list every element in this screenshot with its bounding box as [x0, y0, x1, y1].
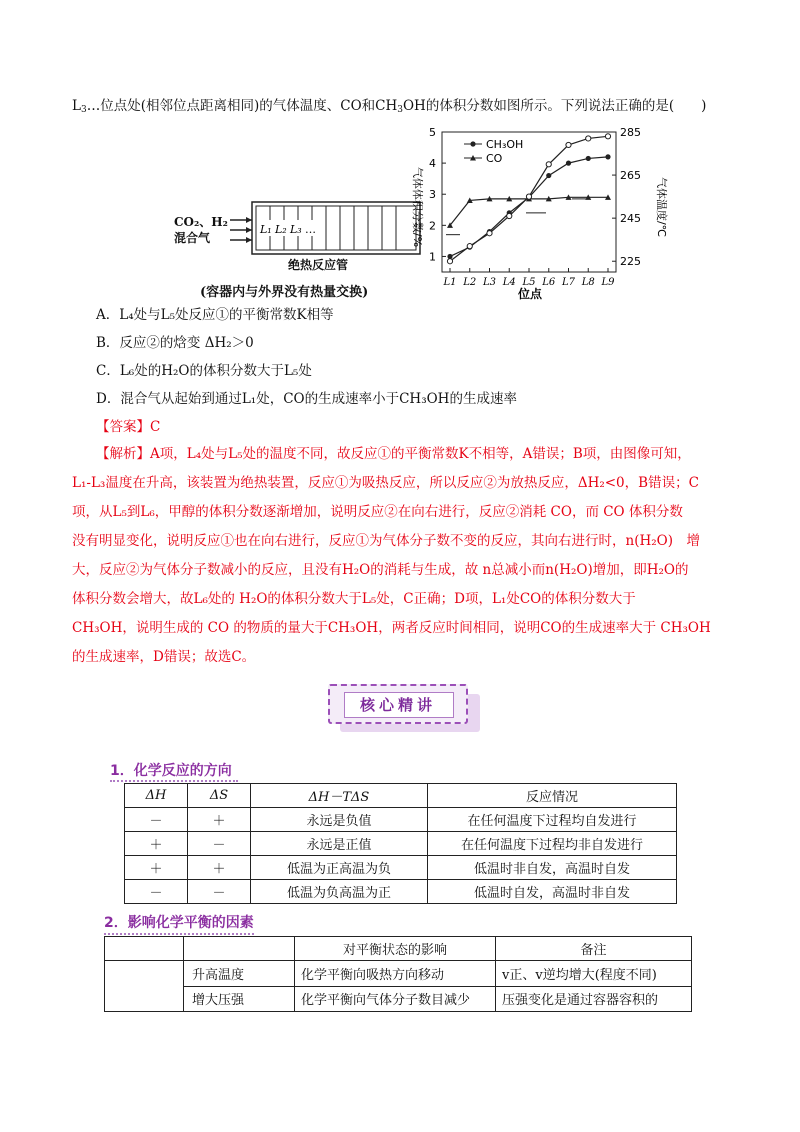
table-row: [125, 808, 677, 832]
table-row: [125, 856, 677, 880]
table-cell: ＋: [188, 808, 251, 832]
analysis-line-5: 体积分数会增大，故L₆处的 H₂O的体积分数大于L₅处，C正确；D项，L₁处CO的体积分数大于: [72, 591, 636, 607]
analysis-line-0: [96, 444, 691, 464]
x-tick-label: L7: [561, 277, 576, 288]
table-cell: －: [125, 880, 188, 904]
y-tick-label-left: 2: [429, 219, 436, 233]
option-a-letter: A．: [96, 307, 120, 323]
analysis-line-7: 的生成速率，D错误；故选C。: [72, 649, 256, 665]
table-row: [125, 832, 677, 856]
table-cell: 升高温度: [184, 961, 295, 987]
table-cell: 压强变化是通过容器容积的: [496, 986, 692, 1012]
option-c: [96, 361, 312, 381]
answer: [96, 417, 160, 437]
data-point: [507, 213, 512, 218]
header-effect: 对平衡状态的影响: [295, 937, 496, 961]
section-banner: [328, 684, 478, 730]
intro-text2: OH的体积分数如图所示。下列说法正确的是( ): [402, 98, 707, 114]
intro-sub2: 3: [397, 105, 403, 115]
y-axis-label-left: 气体体积分数/%: [411, 166, 424, 248]
data-point: [467, 244, 472, 249]
table-cell: v正、v逆均增大(程度不同): [496, 961, 692, 987]
intro-text: …位点处(相邻位点距离相同)的气体温度、CO和CH: [86, 98, 398, 114]
analysis-line-2: 项，从L₅到L₆，甲醇的体积分数逐渐增加，说明反应②在向右进行，反应②消耗 CO，而 CO 体积分数: [72, 504, 683, 520]
inlet-label-line2: 混合气: [174, 231, 211, 245]
data-point: [566, 142, 571, 147]
option-b-letter: B．: [96, 335, 120, 351]
analysis-label: 【解析】: [96, 446, 150, 462]
table-cell: ＋: [125, 832, 188, 856]
series-line: [450, 157, 608, 257]
table-cell: 低温为负高温为正: [251, 880, 428, 904]
x-tick-label: L9: [601, 277, 615, 288]
option-a-text: L₄处与L₅处反应①的平衡常数K相等: [119, 307, 334, 323]
y-tick-label-left: 3: [429, 188, 436, 202]
x-tick-label: L2: [463, 277, 477, 288]
direction-table: [124, 783, 677, 904]
data-point: [586, 136, 591, 141]
table-row: [105, 986, 692, 1012]
option-d: [96, 389, 517, 409]
table-cell: ＋: [188, 856, 251, 880]
tube-label-3: L₃: [290, 223, 302, 236]
y-tick-label-right: 245: [620, 212, 641, 226]
y-tick-label-right: 265: [620, 169, 641, 183]
analysis-line-1: L₁-L₃温度在升高，该装置为绝热装置，反应①为吸热反应，所以反应②为放热反应，ΔH₂<0，B错误；C: [72, 475, 699, 491]
line-chart: [394, 122, 684, 302]
tube-label-2: L₂: [275, 223, 287, 236]
data-point: [487, 231, 492, 236]
header-situation: 反应情况: [428, 784, 677, 808]
banner-title: 核心精讲: [359, 696, 436, 714]
data-point: [566, 161, 571, 166]
data-point: [447, 259, 452, 264]
analysis-line-3: 没有明显变化，说明反应①也在向右进行，反应①为气体分子数不变的反应，其向右进行时，n(H₂O) 增: [72, 533, 700, 549]
x-tick-label: L1: [443, 277, 457, 288]
data-point: [605, 134, 610, 139]
intro-sub: 3: [80, 105, 87, 115]
header-blank-2: [184, 937, 295, 961]
inlet-label-line1: CO₂、H₂: [174, 215, 228, 229]
table-header-row: [125, 784, 677, 808]
data-point: [526, 194, 531, 199]
table-cell: 低温时非自发，高温时自发: [428, 856, 677, 880]
table-cell: －: [188, 880, 251, 904]
table-cell: 化学平衡向气体分子数目减少: [295, 986, 496, 1012]
data-point: [586, 156, 591, 161]
data-point: [546, 173, 551, 178]
table-cell: －: [188, 832, 251, 856]
equilibrium-table: [104, 936, 692, 1012]
x-tick-label: L8: [581, 277, 595, 288]
analysis-line-4: 大，反应②为气体分子数减小的反应，且没有H₂O的消耗与生成，故 n总减小而n(H₂O)增加，即H₂O的: [72, 562, 689, 578]
section1-title: 1．化学反应的方向: [110, 763, 232, 779]
data-point: [605, 154, 610, 159]
tube-caption: 绝热反应管: [288, 258, 349, 272]
inlet-label: [174, 214, 228, 246]
legend-marker: [470, 141, 475, 146]
option-c-text: L₆处的H₂O的体积分数大于L₅处: [119, 363, 312, 379]
x-tick-label: L6: [542, 277, 556, 288]
table-cell: 永远是负值: [251, 808, 428, 832]
option-c-letter: C．: [96, 363, 120, 379]
header-note: 备注: [496, 937, 692, 961]
option-b-text: 反应②的焓变 ΔH₂＞0: [119, 335, 254, 351]
table-header-row: [105, 937, 692, 961]
data-point: [546, 162, 551, 167]
table-cell: 低温时自发，高温时非自发: [428, 880, 677, 904]
table-cell: 增大压强: [184, 986, 295, 1012]
table-row: [105, 961, 692, 987]
analysis-line-6: CH₃OH，说明生成的 CO 的物质的量大于CH₃OH，两者反应时间相同，说明CO的生成速率大于 CH₃OH: [72, 620, 711, 636]
table-cell: 化学平衡向吸热方向移动: [295, 961, 496, 987]
header-dh: ΔH: [125, 784, 188, 808]
y-axis-label-right: 气体温度/℃: [655, 176, 668, 238]
analysis-text-0: A项，L₄处与L₅处的温度不同，故反应①的平衡常数K不相等，A错误；B项，由图像可知，: [150, 446, 691, 462]
header-ds: ΔS: [188, 784, 251, 808]
header-blank-1: [105, 937, 184, 961]
option-a: [96, 305, 334, 325]
table-cell: 在任何温度下过程均自发进行: [428, 808, 677, 832]
table-cell: ＋: [125, 856, 188, 880]
header-dg: ΔH－TΔS: [251, 784, 428, 808]
x-axis-label: 位点: [517, 287, 543, 301]
y-tick-label-left: 1: [429, 250, 436, 264]
option-d-letter: D．: [96, 391, 121, 407]
figure-caption: (容器内与外界没有热量交换): [200, 285, 369, 300]
option-b: [96, 333, 254, 353]
x-tick-label: L4: [502, 277, 516, 288]
section2-title: 2．影响化学平衡的因素: [104, 915, 254, 931]
x-tick-label: L3: [482, 277, 497, 288]
legend-label: CH₃OH: [486, 138, 524, 151]
y-tick-label-left: 5: [429, 126, 436, 139]
option-d-text: 混合气从起始到通过L₁处，CO的生成速率小于CH₃OH的生成速率: [120, 391, 517, 407]
legend-label: CO: [486, 152, 503, 165]
y-tick-label-right: 225: [620, 255, 641, 269]
tube-label-4: …: [305, 223, 316, 236]
intro-prefix: L: [72, 98, 81, 114]
tube-label-1: L₁: [260, 223, 272, 236]
table-cell: [105, 961, 184, 1012]
table-cell: 低温为正高温为负: [251, 856, 428, 880]
table-cell: －: [125, 808, 188, 832]
y-tick-label-right: 285: [620, 126, 641, 139]
table-cell: 在任何温度下过程均非自发进行: [428, 832, 677, 856]
answer-label: 【答案】: [96, 419, 150, 435]
answer-value: C: [150, 419, 161, 435]
table-row: [125, 880, 677, 904]
x-tick-label: L5: [522, 277, 536, 288]
table-cell: 永远是正值: [251, 832, 428, 856]
y-tick-label-left: 4: [429, 157, 436, 171]
question-intro: [72, 96, 706, 116]
series-line: [450, 197, 608, 225]
